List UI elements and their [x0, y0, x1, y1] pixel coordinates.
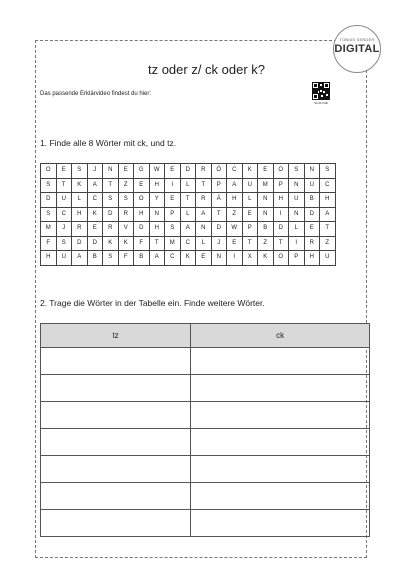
grid-cell[interactable]: T — [211, 207, 227, 222]
table-row — [41, 456, 370, 483]
grid-cell[interactable]: K — [242, 164, 258, 179]
grid-cell[interactable]: K — [118, 236, 134, 251]
grid-cell[interactable]: L — [72, 193, 88, 208]
grid-cell[interactable]: P — [289, 251, 305, 266]
grid-cell[interactable]: T — [320, 222, 336, 237]
grid-cell[interactable]: C — [87, 193, 103, 208]
grid-cell[interactable]: S — [41, 178, 57, 193]
grid-cell[interactable]: P — [242, 222, 258, 237]
grid-cell[interactable]: B — [304, 193, 320, 208]
grid-cell[interactable]: S — [56, 236, 72, 251]
grid-cell[interactable]: Ä — [211, 193, 227, 208]
grid-cell[interactable]: W — [149, 164, 165, 179]
answer-cell-tz[interactable] — [41, 375, 191, 402]
grid-cell[interactable]: S — [320, 164, 336, 179]
grid-cell[interactable]: U — [56, 251, 72, 266]
grid-cell[interactable]: R — [72, 222, 88, 237]
grid-cell[interactable]: Z — [258, 236, 274, 251]
answer-cell-ck[interactable] — [191, 510, 370, 537]
word-search-grid — [40, 163, 336, 266]
grid-cell[interactable]: U — [242, 178, 258, 193]
grid-cell[interactable]: H — [227, 193, 243, 208]
table-row — [41, 375, 370, 402]
grid-cell[interactable]: U — [289, 193, 305, 208]
grid-cell[interactable]: S — [289, 164, 305, 179]
grid-cell[interactable]: O — [273, 251, 289, 266]
grid-cell[interactable]: H — [304, 251, 320, 266]
grid-cell[interactable]: N — [289, 178, 305, 193]
grid-cell[interactable]: L — [180, 207, 196, 222]
grid-cell[interactable]: V — [118, 222, 134, 237]
grid-cell[interactable]: S — [103, 193, 119, 208]
grid-cell[interactable]: I — [273, 207, 289, 222]
grid-cell[interactable]: C — [180, 236, 196, 251]
grid-cell[interactable]: K — [103, 236, 119, 251]
grid-cell[interactable]: R — [196, 164, 212, 179]
grid-row — [41, 251, 336, 266]
table-row — [41, 510, 370, 537]
answer-cell-ck[interactable] — [191, 375, 370, 402]
grid-cell[interactable]: C — [227, 164, 243, 179]
grid-cell[interactable]: S — [165, 222, 181, 237]
grid-cell[interactable]: A — [320, 207, 336, 222]
answer-cell-tz[interactable] — [41, 456, 191, 483]
grid-cell[interactable]: E — [196, 251, 212, 266]
table-row — [41, 483, 370, 510]
grid-cell[interactable]: N — [196, 222, 212, 237]
grid-cell[interactable]: M — [165, 236, 181, 251]
grid-cell[interactable]: R — [196, 193, 212, 208]
grid-cell[interactable]: H — [273, 193, 289, 208]
grid-cell[interactable]: M — [258, 178, 274, 193]
grid-cell[interactable]: H — [320, 193, 336, 208]
grid-cell[interactable]: D — [273, 222, 289, 237]
grid-cell[interactable]: R — [118, 207, 134, 222]
grid-cell[interactable]: K — [180, 251, 196, 266]
grid-cell[interactable]: Y — [149, 193, 165, 208]
grid-cell[interactable]: T — [273, 236, 289, 251]
grid-cell[interactable]: A — [196, 207, 212, 222]
grid-cell[interactable]: T — [56, 178, 72, 193]
grid-cell[interactable]: S — [72, 164, 88, 179]
grid-cell[interactable]: N — [149, 207, 165, 222]
grid-cell[interactable]: E — [134, 178, 150, 193]
grid-cell[interactable]: L — [242, 193, 258, 208]
grid-cell[interactable]: H — [149, 222, 165, 237]
grid-cell[interactable]: Z — [118, 178, 134, 193]
grid-cell[interactable]: U — [304, 178, 320, 193]
grid-cell[interactable]: U — [320, 251, 336, 266]
task2-instruction: 2. Trage die Wörter in der Tabelle ein. Finde weitere Wörter. — [40, 298, 265, 308]
grid-cell[interactable]: U — [56, 193, 72, 208]
grid-cell[interactable]: E — [258, 164, 274, 179]
grid-cell[interactable]: L — [180, 178, 196, 193]
grid-cell[interactable]: L — [196, 236, 212, 251]
logo-small-text: TOBIAS SENDER — [339, 37, 375, 42]
grid-row — [41, 207, 336, 222]
grid-cell[interactable]: D — [103, 207, 119, 222]
grid-cell[interactable]: D — [41, 193, 57, 208]
grid-cell[interactable]: T — [103, 178, 119, 193]
grid-cell[interactable]: E — [242, 207, 258, 222]
grid-row — [41, 164, 336, 179]
task1-instruction: 1. Finde alle 8 Wörter mit ck, und tz. — [40, 138, 177, 148]
grid-cell[interactable]: E — [227, 236, 243, 251]
grid-cell[interactable]: E — [87, 222, 103, 237]
answer-cell-ck[interactable] — [191, 348, 370, 375]
grid-cell[interactable]: O — [41, 164, 57, 179]
answer-cell-ck[interactable] — [191, 483, 370, 510]
grid-cell[interactable]: D — [211, 222, 227, 237]
grid-cell[interactable]: R — [304, 236, 320, 251]
grid-cell[interactable]: P — [165, 207, 181, 222]
grid-cell[interactable]: B — [134, 251, 150, 266]
grid-row — [41, 236, 336, 251]
grid-cell[interactable]: N — [211, 251, 227, 266]
grid-cell[interactable]: A — [149, 251, 165, 266]
grid-cell[interactable]: W — [227, 222, 243, 237]
grid-cell[interactable]: Z — [320, 236, 336, 251]
grid-cell[interactable]: K — [87, 207, 103, 222]
column-header-ck: ck — [191, 324, 370, 348]
grid-cell[interactable]: A — [87, 178, 103, 193]
grid-cell[interactable]: B — [87, 251, 103, 266]
answer-cell-tz[interactable] — [41, 429, 191, 456]
grid-cell[interactable]: O — [134, 193, 150, 208]
answer-cell-tz[interactable] — [41, 348, 191, 375]
word-table — [40, 323, 370, 537]
page-title: tz oder z/ ck oder k? — [147, 62, 266, 77]
grid-cell[interactable]: T — [242, 236, 258, 251]
grid-cell[interactable]: N — [258, 207, 274, 222]
grid-cell[interactable]: N — [103, 164, 119, 179]
column-header-tz: tz — [41, 324, 191, 348]
grid-cell[interactable]: H — [134, 207, 150, 222]
grid-cell[interactable]: I — [227, 251, 243, 266]
grid-row — [41, 222, 336, 237]
grid-cell[interactable]: H — [72, 207, 88, 222]
grid-cell[interactable]: T — [196, 178, 212, 193]
grid-cell[interactable]: J — [211, 236, 227, 251]
grid-cell[interactable]: A — [227, 178, 243, 193]
grid-cell[interactable]: J — [87, 164, 103, 179]
grid-cell[interactable]: P — [273, 178, 289, 193]
answer-cell-ck[interactable] — [191, 456, 370, 483]
grid-cell[interactable]: J — [56, 222, 72, 237]
grid-cell[interactable]: F — [118, 251, 134, 266]
grid-cell[interactable]: N — [258, 193, 274, 208]
grid-cell[interactable]: M — [41, 222, 57, 237]
grid-row — [41, 193, 336, 208]
grid-cell[interactable]: N — [304, 164, 320, 179]
grid-cell[interactable]: D — [304, 207, 320, 222]
qr-code-icon[interactable] — [312, 82, 330, 100]
video-hint-text: Das passende Erklärvideo findest du hier: — [40, 91, 152, 97]
grid-cell[interactable]: G — [134, 164, 150, 179]
grid-cell[interactable]: R — [103, 222, 119, 237]
grid-cell[interactable]: E — [165, 193, 181, 208]
grid-cell[interactable]: D — [87, 236, 103, 251]
grid-cell[interactable]: A — [72, 251, 88, 266]
grid-cell[interactable]: T — [180, 193, 196, 208]
grid-cell[interactable]: S — [103, 251, 119, 266]
grid-cell[interactable]: C — [165, 251, 181, 266]
qr-label: SCAN ME — [314, 101, 328, 105]
table-row — [41, 348, 370, 375]
answer-cell-ck[interactable] — [191, 402, 370, 429]
grid-cell[interactable]: F — [41, 236, 57, 251]
grid-cell[interactable]: N — [289, 207, 305, 222]
grid-cell[interactable]: D — [72, 236, 88, 251]
grid-cell[interactable]: Z — [227, 207, 243, 222]
grid-cell[interactable]: H — [41, 251, 57, 266]
grid-cell[interactable]: K — [258, 251, 274, 266]
grid-cell[interactable]: B — [258, 222, 274, 237]
grid-cell[interactable]: E — [304, 222, 320, 237]
logo-big-text: DIGITAL — [334, 43, 380, 55]
grid-cell[interactable]: C — [56, 207, 72, 222]
grid-cell[interactable]: X — [242, 251, 258, 266]
grid-cell[interactable]: D — [134, 222, 150, 237]
grid-cell[interactable]: E — [165, 164, 181, 179]
grid-cell[interactable]: I — [289, 236, 305, 251]
table-row — [41, 402, 370, 429]
grid-cell[interactable]: A — [180, 222, 196, 237]
grid-cell[interactable]: Ö — [211, 164, 227, 179]
grid-cell[interactable]: T — [149, 236, 165, 251]
grid-cell[interactable]: F — [134, 236, 150, 251]
answer-cell-ck[interactable] — [191, 429, 370, 456]
grid-cell[interactable]: K — [72, 178, 88, 193]
grid-cell[interactable]: E — [56, 164, 72, 179]
grid-cell[interactable]: S — [118, 193, 134, 208]
answer-cell-tz[interactable] — [41, 402, 191, 429]
grid-cell[interactable]: H — [149, 178, 165, 193]
grid-cell[interactable]: C — [320, 178, 336, 193]
grid-cell[interactable]: P — [211, 178, 227, 193]
grid-cell[interactable]: O — [273, 164, 289, 179]
grid-cell[interactable]: L — [289, 222, 305, 237]
grid-cell[interactable]: S — [41, 207, 57, 222]
grid-row — [41, 178, 336, 193]
answer-cell-tz[interactable] — [41, 510, 191, 537]
grid-cell[interactable]: E — [118, 164, 134, 179]
answer-cell-tz[interactable] — [41, 483, 191, 510]
grid-cell[interactable]: D — [180, 164, 196, 179]
table-row — [41, 429, 370, 456]
grid-cell[interactable]: I — [165, 178, 181, 193]
